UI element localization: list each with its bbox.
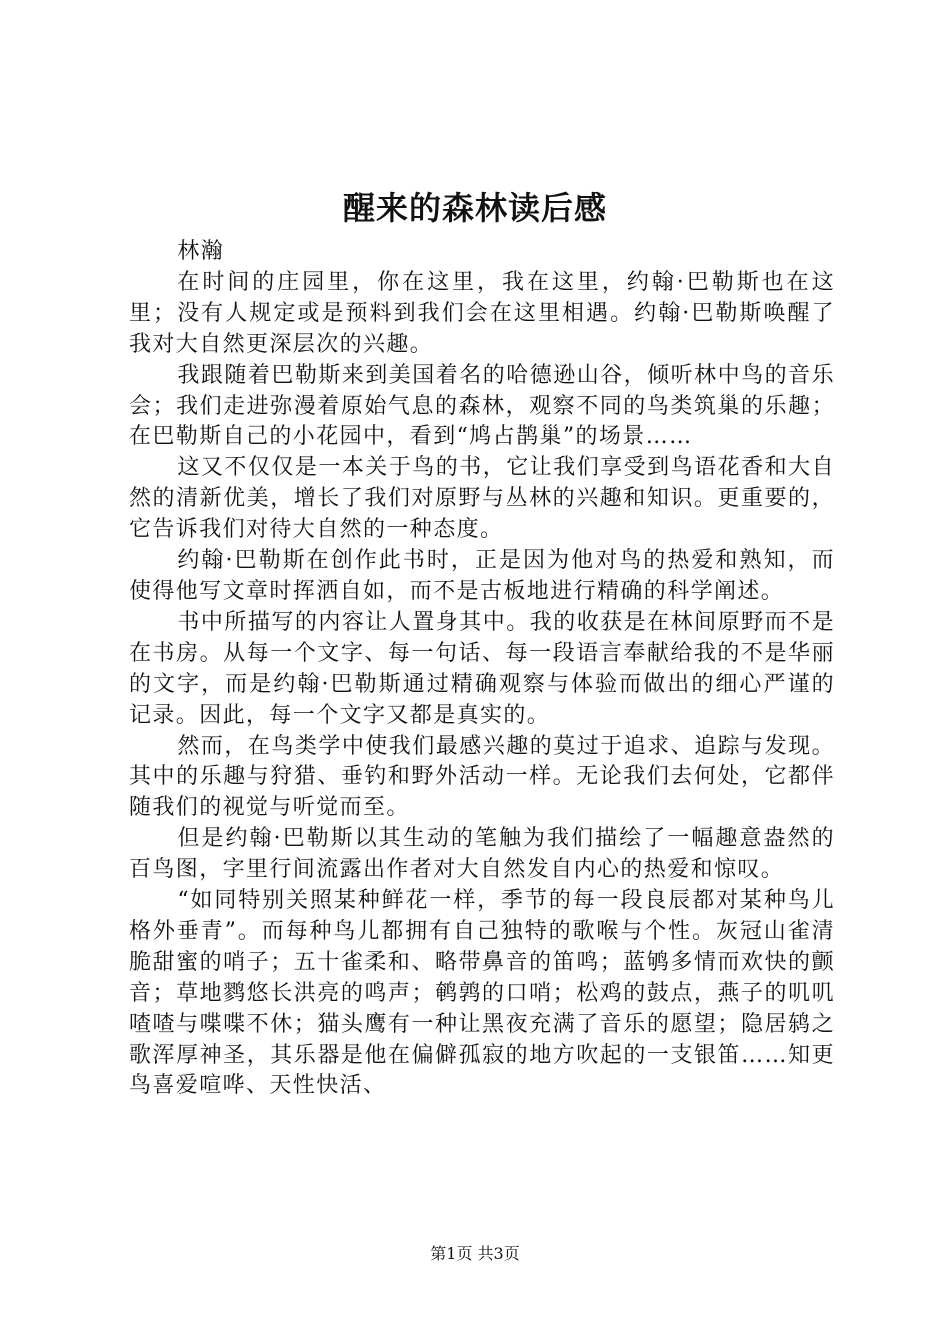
page-footer: 第1页 共3页 [430, 1244, 520, 1263]
document-body [129, 237, 835, 1102]
author-line: 林瀚 [177, 239, 225, 264]
paragraph: 然而，在鸟类学中使我们最感兴趣的莫过于追求、追踪与发现。其中的乐趣与狩猎、垂钓和野外活动一样。无论我们去何处，它都伴随我们的视觉与听觉而至。 [129, 733, 835, 821]
document-title: 醒来的森林读后感 [342, 189, 607, 227]
paragraph: 我跟随着巴勒斯来到美国着名的哈德逊山谷，倾听林中鸟的音乐会；我们走进弥漫着原始气息的森林，观察不同的鸟类筑巢的乐趣；在巴勒斯自己的小花园中，看到“鸠占鹊巢”的场景…… [129, 362, 835, 450]
paragraph: 这又不仅仅是一本关于鸟的书，它让我们享受到鸟语花香和大自然的清新优美，增长了我们对原野与丛林的兴趣和知识。更重要的，它告诉我们对待大自然的一种态度。 [129, 455, 835, 543]
paragraph: “如同特别关照某种鲜花一样，季节的每一段良辰都对某种鸟儿格外垂青”。而每种鸟儿都拥有自己独特的歌喉与个性。灰冠山雀清脆甜蜜的哨子；五十雀柔和、略带鼻音的笛鸣；蓝鸲多情而欢快的颤音；草地鹨悠长洪亮的鸣声；鹌鹑的口哨；松鸡的鼓点，燕子的叽叽喳喳与喋喋不休；猫头鹰有一种让黑夜充满了音乐的愿望；隐居鸫之歌浑厚神圣，其乐器是他在偏僻孤寂的地方吹起的一支银笛……知更鸟喜爱喧哗、天性快活、 [129, 888, 835, 1099]
paragraph: 但是约翰·巴勒斯以其生动的笔触为我们描绘了一幅趣意盎然的百鸟图，字里行间流露出作者对大自然发自内心的热爱和惊叹。 [129, 826, 835, 883]
paragraph: 书中所描写的内容让人置身其中。我的收获是在林间原野而不是在书房。从每一个文字、每一句话、每一段语言奉献给我的不是华丽的文字，而是约翰·巴勒斯通过精确观察与体验而做出的细心严谨的记录。因此，每一个文字又都是真实的。 [129, 609, 835, 728]
paragraph: 在时间的庄园里，你在这里，我在这里，约翰·巴勒斯也在这里；没有人规定或是预料到我们会在这里相遇。约翰·巴勒斯唤醒了我对大自然更深层次的兴趣。 [129, 269, 835, 357]
paragraph: 约翰·巴勒斯在创作此书时，正是因为他对鸟的热爱和熟知，而使得他写文章时挥洒自如，而不是古板地进行精确的科学阐述。 [129, 548, 835, 604]
